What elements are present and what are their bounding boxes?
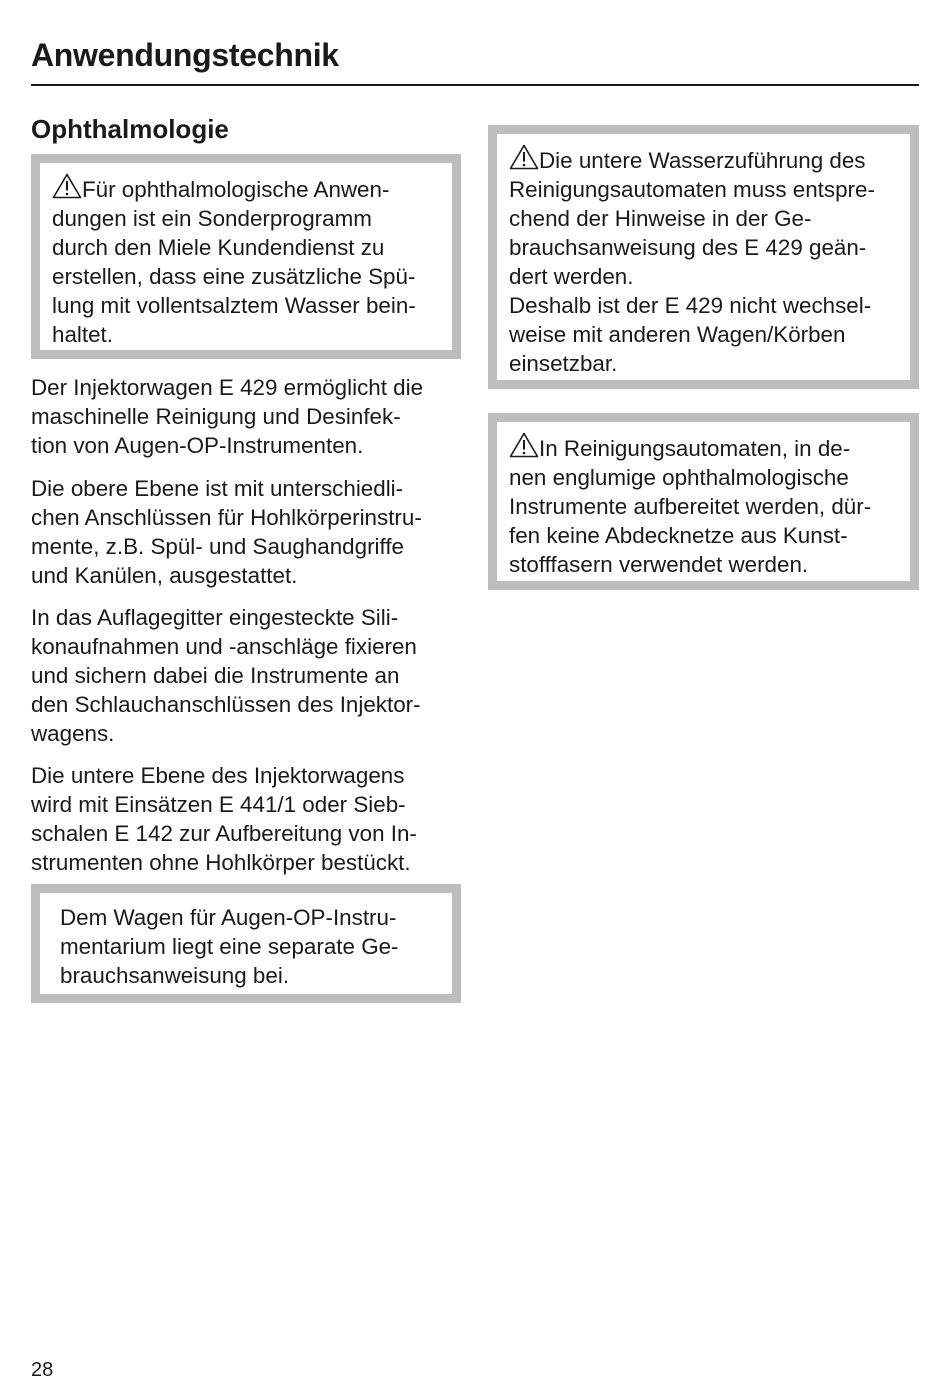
warning-text (509, 144, 896, 378)
page-header (31, 36, 919, 86)
page-number: 28 (31, 1359, 54, 1381)
paragraph-untere-ebene: Die untere Ebene des Injektorwagens wird mit Einsätzen E 441/1 oder Sieb- schalen E 142 zur Aufbereitung von In- strumenten ohne Hohlkörper bestückt. (31, 763, 417, 875)
paragraph-auflagegitter: In das Auflagegitter eingesteckte Sili- konaufnahmen und -anschläge fixieren und sichern dabei die Instrumente an den Schlauchanschlüssen des Injektor- wagens. (31, 605, 421, 746)
paragraph-obere-ebene: Die obere Ebene ist mit unterschiedli- chen Anschlüssen für Hohlkörperinstru- mente, z.B. Spül- und Saughandgriffe und Kanülen, ausgestattet. (31, 476, 422, 588)
warning-triangle-icon (509, 144, 539, 170)
note-text: Dem Wagen für Augen-OP-Instru- mentarium liegt eine separate Ge- brauchsanweisung bei. (60, 905, 399, 988)
warning-message: Die untere Wasserzuführung des Reinigungsautomaten muss entspre- chend der Hinweise in der Ge- brauchsanweisung des E 429 geän- dert werden. Deshalb ist der E 429 nicht wechsel- weise mit anderen Wagen/Körben einsetzbar. (509, 148, 875, 376)
warning-text (52, 173, 438, 349)
page-title: Anwendungstechnik (31, 37, 339, 73)
warning-box-water-supply (488, 125, 919, 389)
note-box-separate-manual (31, 884, 461, 1003)
warning-box-special-program (31, 154, 461, 359)
warning-triangle-icon (509, 432, 539, 458)
warning-triangle-icon (52, 173, 82, 199)
warning-message: In Reinigungsautomaten, in de- nen englumige ophthalmologische Instrumente aufbereitet werden, dür- fen keine Abdecknetze aus Kunst- stofffasern verwendet werden. (509, 436, 872, 577)
section-title: Ophthalmologie (31, 114, 229, 144)
warning-message: Für ophthalmologische Anwen- dungen ist ein Sonderprogramm durch den Miele Kundendienst zu erstellen, dass eine zusätzliche Spü- lung mit vollentsalztem Wasser bein- haltet. (52, 177, 416, 347)
paragraph-injektorwagen: Der Injektorwagen E 429 ermöglicht die maschinelle Reinigung und Desinfek- tion von Augen-OP-Instrumenten. (31, 375, 424, 458)
warning-text (509, 432, 896, 579)
warning-box-cover-nets (488, 413, 919, 590)
